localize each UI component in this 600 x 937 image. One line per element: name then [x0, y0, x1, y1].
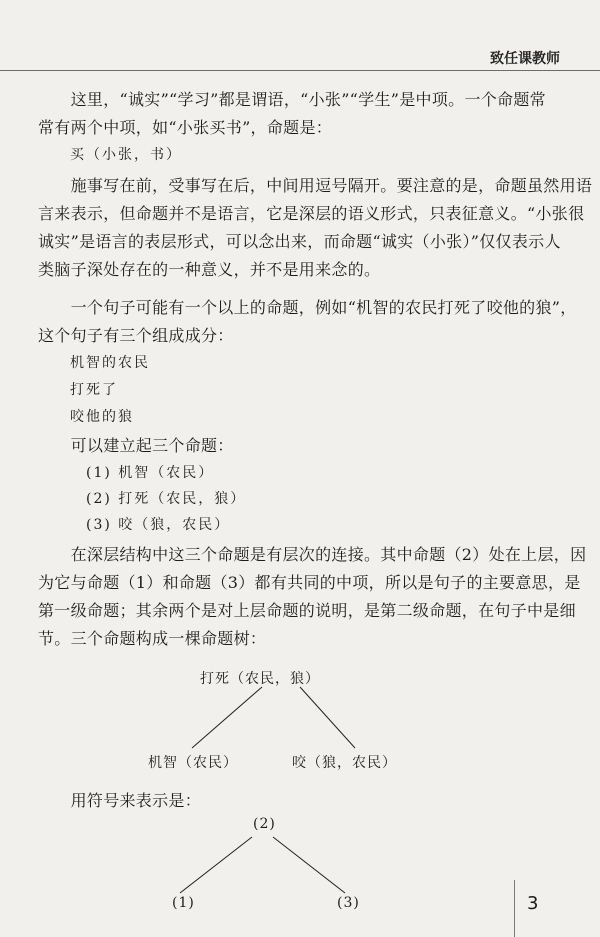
text-line: 买（小张，书）: [38, 147, 182, 163]
text-line: 施事写在前，受事写在后，中间用逗号隔开。要注意的是，命题虽然用语: [38, 176, 593, 195]
text-line: 用符号来表示是：: [38, 791, 202, 810]
tree-symbol-left: (1): [172, 895, 195, 911]
text-line: 一个句子可能有一个以上的命题，例如“机智的农民打死了咬他的狼”，: [38, 298, 577, 317]
text-line: (3) 咬（狼，农民）: [38, 517, 231, 533]
text-line: 咬他的狼: [38, 409, 134, 425]
text-line: 言来表示，但命题并不是语言，它是深层的语义形式，只表征意义。“小张很: [38, 204, 585, 223]
tree-node-right: 咬（狼，农民）: [292, 755, 397, 771]
tree-node-left: 机智（农民）: [148, 755, 238, 771]
text-line: 类脑子深处存在的一种意义，并不是用来念的。: [38, 260, 381, 279]
text-line: (2) 打死（农民，狼）: [38, 491, 247, 507]
text-line: 打死了: [38, 382, 118, 398]
text-line: 这个句子有三个组成成分：: [38, 326, 234, 345]
page-number: 3: [527, 893, 539, 914]
text-line: 为它与命题（1）和命题（3）都有共同的中项，所以是句子的主要意思，是: [38, 573, 581, 592]
text-line: 诚实”是语言的表层形式，可以念出来，而命题“诚实（小张）”仅仅表示人: [38, 232, 561, 251]
text-line: 机智的农民: [38, 355, 150, 371]
text-line: 第一级命题；其余两个是对上层命题的说明，是第二级命题，在句子中是细: [38, 601, 576, 620]
running-header: 致任课教师: [490, 51, 560, 67]
tree-node-root: 打死（农民，狼）: [200, 671, 320, 687]
text-line: 常有两个中项，如“小张买书”，命题是：: [38, 118, 333, 137]
text-line: 可以建立起三个命题：: [38, 436, 234, 455]
tree-symbol-right: (3): [337, 895, 360, 911]
text-line: 在深层结构中这三个命题是有层次的连接。其中命题（2）处在上层，因: [38, 545, 587, 564]
text-line: 节。三个命题构成一棵命题树：: [38, 629, 267, 648]
tree-symbol-root: (2): [253, 816, 276, 832]
text-line: (1) 机智（农民）: [38, 465, 215, 481]
text-line: 这里，“诚实”“学习”都是谓语，“小张”“学生”是中项。一个命题常: [38, 90, 546, 109]
footer-divider: [514, 880, 515, 937]
